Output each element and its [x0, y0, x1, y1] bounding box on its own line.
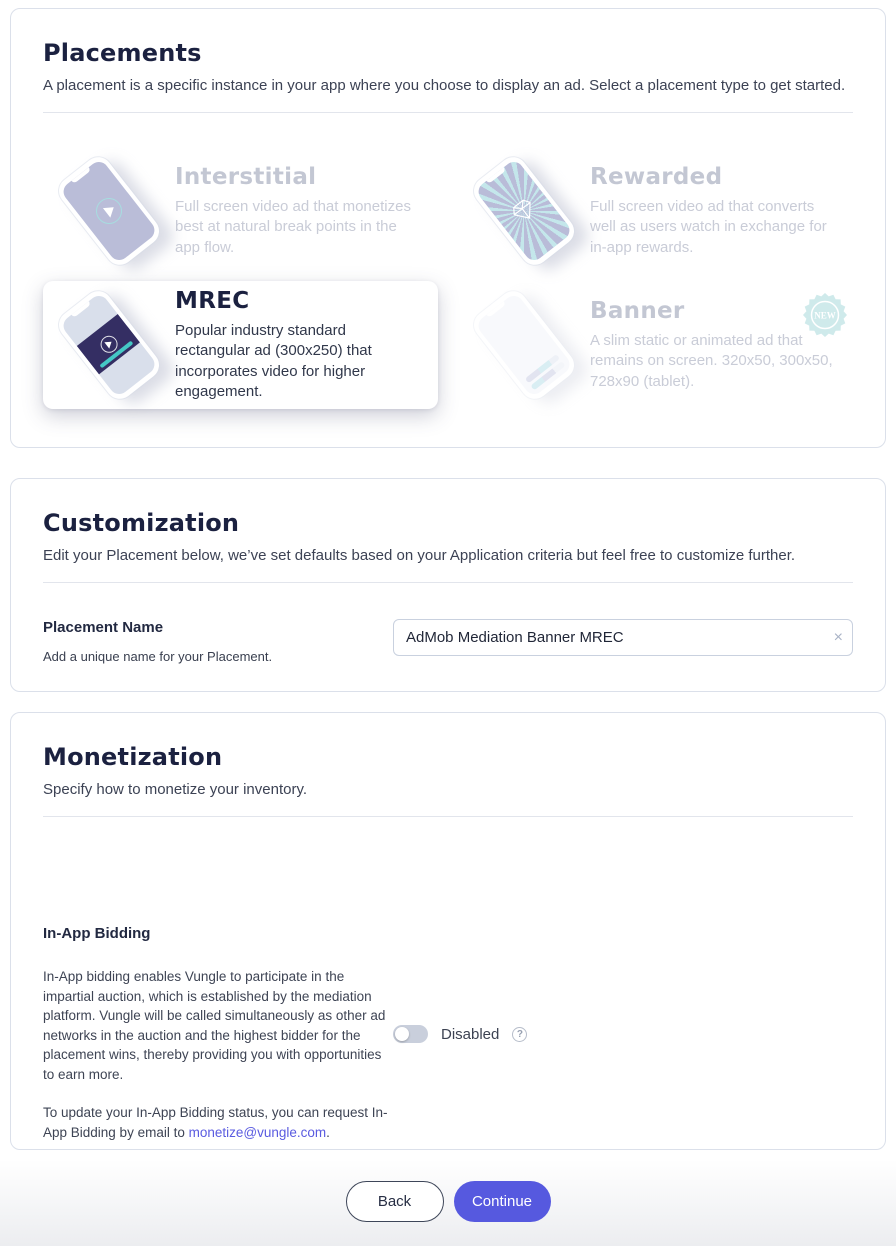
play-icon: [91, 193, 127, 229]
placement-type-grid: [43, 147, 853, 409]
monetize-email-link[interactable]: monetize@vungle.com: [188, 1124, 327, 1140]
help-icon[interactable]: ?: [512, 1027, 527, 1042]
divider: [43, 816, 853, 817]
rewarded-description: Full screen video ad that converts well as users watch in exchange for in-app rewards.: [590, 198, 827, 256]
interstitial-title: Interstitial: [175, 164, 317, 191]
placement-type-mrec[interactable]: [43, 281, 438, 409]
banner-description: A slim static or animated ad that remains on screen. 320x50, 300x50, 728x90 (tablet).: [590, 332, 833, 390]
in-app-bidding-toggle[interactable]: [393, 1025, 428, 1043]
interstitial-description: Full screen video ad that monetizes best at natural break points in the app flow.: [175, 198, 411, 256]
continue-button[interactable]: Continue: [454, 1181, 551, 1222]
new-badge: [803, 293, 847, 337]
banner-title: Banner: [590, 298, 685, 325]
interstitial-illustration: [43, 159, 175, 263]
rewarded-title: Rewarded: [590, 164, 723, 191]
placements-card: [10, 8, 886, 448]
toggle-knob: [395, 1027, 409, 1041]
banner-phone-icon: [468, 286, 579, 405]
placement-type-rewarded[interactable]: [458, 147, 853, 275]
monetization-description: Specify how to monetize your inventory.: [43, 781, 308, 798]
placement-name-label: Placement Name: [43, 619, 164, 636]
in-app-bidding-controls: [393, 925, 527, 1143]
back-button[interactable]: Back: [346, 1181, 444, 1222]
rewarded-phone-icon: [468, 152, 579, 271]
monetization-card: [10, 712, 886, 1150]
divider: [43, 582, 853, 583]
customization-title: Customization: [43, 509, 240, 537]
placement-type-interstitial[interactable]: [43, 147, 438, 275]
placements-title: Placements: [43, 39, 202, 67]
in-app-bidding-paragraph-2-text: To update your In-App Bidding status, you can request In-App Bidding by email to: [43, 1105, 388, 1140]
mrec-title: MREC: [175, 288, 250, 314]
divider: [43, 112, 853, 113]
in-app-bidding-paragraph-2: [43, 1103, 389, 1142]
in-app-bidding-label: In-App Bidding: [43, 925, 151, 942]
placement-name-labels: [43, 619, 272, 664]
mrec-illustration: [43, 293, 175, 397]
new-badge-label: NEW: [814, 310, 836, 321]
in-app-bidding-status: Disabled: [441, 1025, 500, 1043]
placements-description: A placement is a specific instance in your app where you choose to display an ad. Select a placement type to get started.: [43, 77, 846, 94]
customization-description: Edit your Placement below, we’ve set defaults based on your Application criteria but feel free to customize further.: [43, 547, 796, 564]
placement-name-row: [43, 619, 853, 664]
placement-name-help: Add a unique name for your Placement.: [43, 649, 273, 664]
rewarded-illustration: [458, 159, 590, 263]
mrec-description: Popular industry standard rectangular ad (300x250) that incorporates video for higher engagement.: [175, 322, 372, 400]
monetization-title: Monetization: [43, 743, 223, 771]
banner-illustration: [458, 293, 590, 397]
placement-type-banner[interactable]: [458, 281, 853, 409]
in-app-bidding-paragraph-2-suffix: .: [326, 1124, 330, 1140]
footer-actions: [0, 1150, 896, 1222]
page: [0, 8, 896, 1246]
customization-card: [10, 478, 886, 692]
in-app-bidding-info: [43, 925, 393, 1143]
interstitial-phone-icon: [53, 152, 164, 271]
gem-icon: [509, 196, 539, 225]
clear-input-icon[interactable]: ×: [833, 628, 843, 646]
mrec-phone-icon: [53, 286, 164, 405]
in-app-bidding-row: [43, 925, 853, 1143]
placement-name-input-wrap: [393, 619, 853, 656]
in-app-bidding-paragraph-1: In-App bidding enables Vungle to participate in the impartial auction, which is established by the mediation platform. Vungle will be called simultaneously as other ad networks in the auction and the highest bidder for the placement wins, thereby providing you with opportunities to earn more.: [43, 969, 386, 1082]
placement-name-input[interactable]: [393, 619, 853, 656]
